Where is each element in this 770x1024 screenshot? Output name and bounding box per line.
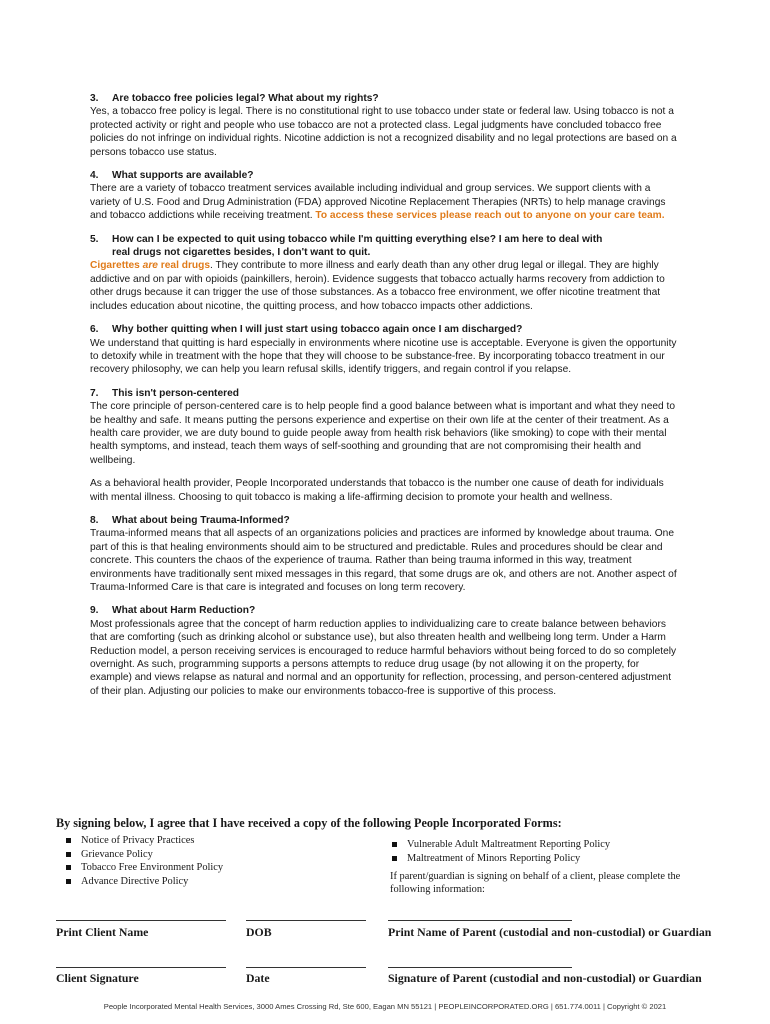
question-number: 8. <box>90 514 99 526</box>
question-number: 6. <box>90 324 99 336</box>
signing-title: By signing below, I agree that I have received a copy of the following People Incorporated Forms: <box>56 816 562 830</box>
answer-text: Most professionals agree that the concept of harm reduction applies to individualizing care to create balance between behaviors that are comforting (such as drinking alcohol or substance use), but also threaten health and wellbeing long term. Under a Harm Reduction model, a person receiving services is encouraged to reduce harmful behaviors without being forced to do so completely overnight. As such, programming supports a persons attempts to reduce drug usage (by not allowing it on the property, for example) and views relapse as natural and normal and an opportunity for reflection, processing, and person-centered adjustment of their plan. Adjusting our policies to make our environments tobacco-free is supportive of this process. <box>90 618 677 697</box>
answer-text: There are a variety of tobacco treatment services available including individual and group services. We support clients with a variety of U.S. Food and Drug Administration (FDA) approved Nicotine Replacement Therapies (NRTs) to help manage cravings and tobacco addictions while receiving treatment. To access these services please reach out to anyone on your care team. <box>90 183 666 222</box>
answer-text: Trauma-informed means that all aspects of an organizations policies and practices are informed by knowledge about trauma. One part of this is that healing environments should aim to be structured and predictable. Rules and procedures should be clear and concrete. This counters the chaos of the experience of trauma. Rather than being trauma informed in this way, treatment environments have traditionally sent mixed messages in this regard, that some drugs are ok, and others are not. Another aspect of Trauma-Informed Care is that care is integrated and focuses on long term recovery. <box>90 528 677 593</box>
print-client-name-label: Print Client Name <box>56 925 149 939</box>
answer-text: Cigarettes are real drugs. They contribute to more illness and early death than any other drug legal or illegal. They are highly addictive and on par with opioids (painkillers, heroin). Evidence suggests that tobacco actually harms recovery from addiction to other drugs because it can trigger the use of those substances. As a tobacco free environment, we offer nicotine treatment that includes education about nicotine, the quitting process, and how tobacco impacts other addictions. <box>90 260 665 312</box>
question-4 <box>90 169 680 223</box>
client-signature-field[interactable] <box>56 967 226 968</box>
parent-name-field[interactable] <box>388 920 572 921</box>
dob-label: DOB <box>246 925 272 939</box>
bullet-icon <box>66 852 71 857</box>
bullet-icon <box>66 879 71 884</box>
date-label: Date <box>246 971 270 985</box>
question-number: 5. <box>90 233 99 245</box>
question-title: What about being Trauma-Informed? <box>112 514 290 526</box>
guardian-note: If parent/guardian is signing on behalf of a client, please complete the following information: <box>390 871 681 895</box>
page-footer: People Incorporated Mental Health Services, 3000 Ames Crossing Rd, Ste 600, Eagan MN 55121 | PEOPLEINCORPORATED.ORG | 651.774.0011 | Copyright © 2021 <box>103 1002 667 1011</box>
parent-signature-field[interactable] <box>388 967 572 968</box>
question-title: Are tobacco free policies legal? What about my rights? <box>112 93 379 104</box>
answer-text: We understand that quitting is hard especially in environments where nicotine use is acceptable. Everyone is given the opportunity to detoxify while in treatment with the hope that they will choose to be substance-free. By incorporating tobacco treatment in our recovery philosophy, we can help you learn refusal skills, identify triggers, and regain control if you relapse. <box>90 337 677 376</box>
bullet-icon <box>392 856 397 861</box>
client-name-field[interactable] <box>56 920 226 921</box>
answer-text: The core principle of person-centered care is to help people find a good balance between what is important and what they need to be healthy and safe. It means putting the persons experience and expertise on their own life at the center of their treatment. As a health care provider, we are duty bound to guide people away from health risk behaviors (like smoking) to cope with their mental health symptoms, and instead, teach them ways of self-soothing and grounding that are not compromising their health and wellbeing. <box>90 401 676 466</box>
question-5 <box>90 233 680 313</box>
behavioral-health-paragraph: As a behavioral health provider, People Incorporated understands that tobacco is the number one cause of death for individuals with mental illness. Choosing to quit tobacco is making a life-affirming decision to promote your health and wellness. <box>90 478 664 503</box>
question-title: What about Harm Reduction? <box>112 605 256 617</box>
form-item: Tobacco Free Environment Policy <box>66 861 223 875</box>
bullet-icon <box>66 865 71 870</box>
print-parent-name-label: Print Name of Parent (custodial and non-custodial) or Guardian <box>388 925 712 939</box>
forms-list-right <box>392 838 610 865</box>
question-number: 9. <box>90 605 99 617</box>
question-number: 7. <box>90 387 99 399</box>
date-field[interactable] <box>246 967 366 968</box>
client-signature-label: Client Signature <box>56 971 139 985</box>
bullet-icon <box>66 838 71 843</box>
form-item: Grievance Policy <box>66 848 223 862</box>
faq-content <box>90 92 680 708</box>
question-9 <box>90 604 680 698</box>
form-item: Advance Directive Policy <box>66 875 223 889</box>
question-title: Why bother quitting when I will just start using tobacco again once I am discharged? <box>112 324 523 336</box>
form-item: Vulnerable Adult Maltreatment Reporting Policy <box>392 838 610 852</box>
question-title: This isn't person-centered <box>112 387 239 399</box>
question-title: How can I be expected to quit using tobacco while I'm quitting everything else? I am here to deal with <box>112 233 603 245</box>
question-7 <box>90 387 680 467</box>
care-team-highlight: To access these services please reach out to anyone on your care team. <box>315 210 665 222</box>
answer-text: Yes, a tobacco free policy is legal. There is no constitutional right to use tobacco under state or federal law. Using tobacco is not a protected activity or right and people who use tobacco are not a protected class. Legal judgments have concluded tobacco free policies do not infringe on individual rights. Nicotine addiction is not a recognized disability and no legal protections are based on a persons tobacco use status. <box>90 106 677 158</box>
question-6 <box>90 323 680 377</box>
form-item: Notice of Privacy Practices <box>66 834 223 848</box>
forms-list-left <box>66 834 223 888</box>
real-drugs-highlight: Cigarettes are real drugs <box>90 260 211 272</box>
question-title: What supports are available? <box>112 170 254 182</box>
form-item: Maltreatment of Minors Reporting Policy <box>392 852 610 866</box>
question-3 <box>90 92 680 159</box>
question-number: 4. <box>90 170 99 182</box>
question-title-continued: real drugs not cigarettes besides, I don't want to quit. <box>112 247 371 259</box>
parent-signature-label: Signature of Parent (custodial and non-custodial) or Guardian <box>388 971 702 985</box>
bullet-icon <box>392 842 397 847</box>
question-number: 3. <box>90 93 99 104</box>
question-8 <box>90 514 680 594</box>
dob-field[interactable] <box>246 920 366 921</box>
